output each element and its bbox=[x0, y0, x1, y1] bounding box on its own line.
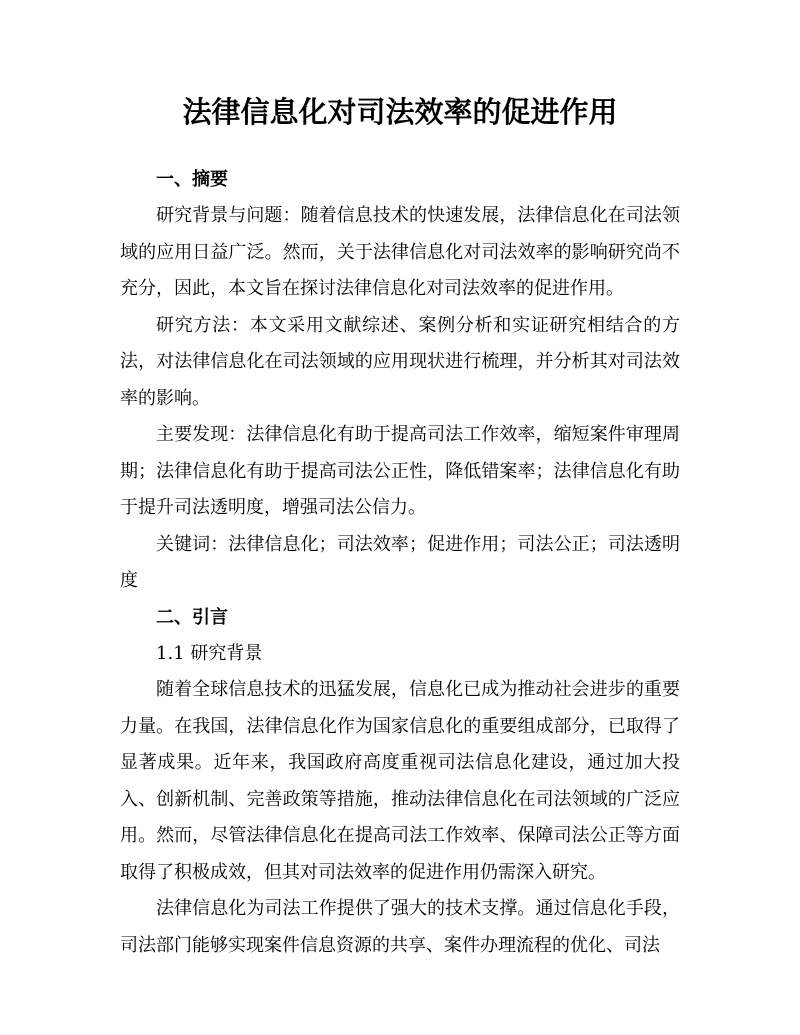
introduction-heading: 二、引言 bbox=[156, 606, 228, 628]
introduction-paragraph-2: 法律信息化为司法工作提供了强大的技术支撑。通过信息化手段，司法部门能够实现案件信息资源的共享、案件办理流程的优化、司法 bbox=[120, 898, 680, 956]
keywords-paragraph: 关键词：法律信息化；司法效率；促进作用；司法公正；司法透明度 bbox=[120, 533, 680, 591]
research-background-subheading: 1.1 研究背景 bbox=[156, 642, 263, 664]
abstract-methods-paragraph: 研究方法：本文采用文献综述、案例分析和实证研究相结合的方法，对法律信息化在司法领域的应用现状进行梳理，并分析其对司法效率的影响。 bbox=[120, 314, 680, 409]
abstract-background-paragraph: 研究背景与问题：随着信息技术的快速发展，法律信息化在司法领域的应用日益广泛。然而，关于法律信息化对司法效率的影响研究尚不充分，因此，本文旨在探讨法律信息化对司法效率的促进作用。 bbox=[120, 205, 680, 299]
abstract-findings-paragraph: 主要发现：法律信息化有助于提高司法工作效率，缩短案件审理周期；法律信息化有助于提高司法公正性，降低错案率；法律信息化有助于提升司法透明度，增强司法公信力。 bbox=[120, 424, 680, 518]
abstract-heading: 一、摘要 bbox=[156, 169, 228, 190]
introduction-paragraph-1: 随着全球信息技术的迅猛发展，信息化已成为推动社会进步的重要力量。在我国，法律信息化作为国家信息化的重要组成部分，已取得了显著成果。近年来，我国政府高度重视司法信息化建设，通过加大投入、创新机制、完善政策等措施，推动法律信息化在司法领域的广泛应用。然而，尽管法律信息化在提高司法工作效率、保障司法公正等方面取得了积极成效，但其对司法效率的促进作用仍需深入研究。 bbox=[120, 679, 680, 883]
page-title: 法律信息化对司法效率的促进作用 bbox=[182, 95, 618, 129]
